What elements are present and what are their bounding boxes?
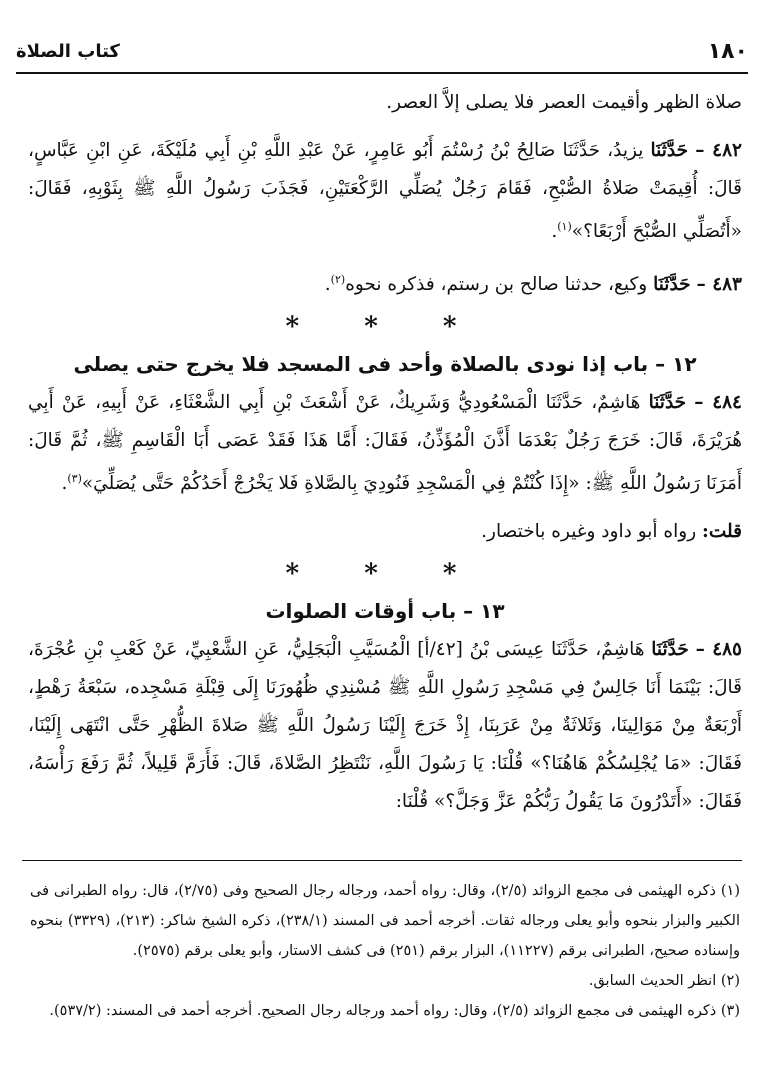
- narration-keyword: حَدَّثَنَا: [653, 274, 691, 296]
- continuation-paragraph: صلاة الظهر وأقيمت العصر فلا يصلى إلاَّ العصر.: [386, 92, 742, 113]
- narration-keyword: حَدَّثَنَا: [651, 639, 689, 661]
- hadith-text: وكيع، حدثنا صالح بن رستم، فذكره نحوه: [345, 274, 648, 296]
- footnote-ref[interactable]: (٣): [67, 472, 82, 486]
- footnote-1: (١) ذكره الهيثمى فى مجمع الزوائد (٢/٥)، وقال: رواه أحمد، ورجاله رجال الصحيح وفى (٢/٧٥)، قال: رواه الطبرانى فى الكبير والبزار بنحوه وأبو يعلى ورجاله ثقات. أخرجه أحمد فى المسند (٢٣٨/١)، ذكره الشيخ شاكر: (٢١٣)، (٣٣٢٩) بنحوه وإسناده صحيح، الطبرانى برقم (١١٢٢٧)، البزار برقم (٢٥١) فى كشف الاستار، وأبو يعلى برقم (٢٥٧٥).: [30, 883, 740, 959]
- hadith-text: يزيدُ، حَدَّثَنَا صَالِحُ بْنُ رُسْتُمَ أَبُو عَامِرٍ، عَنْ عَبْدِ اللَّهِ بْنِ أَبِي مُلَيْكَةَ، عَنِ ابْنِ عَبَّاسٍ، قَالَ: أُقِيمَتْ صَلاةُ الصُّبْحِ، فَقَامَ رَجُلٌ يُصَلِّي الرَّكْعَتَيْنِ، فَجَذَبَ رَسُولُ اللَّهِ ﷺ بِثَوْبِهِ، فَقَالَ: «أَتُصَلِّي الصُّبْحَ أَرْبَعًا؟»: [28, 140, 742, 243]
- note-keyword: قلت:: [702, 521, 742, 543]
- hadith-end: .: [551, 221, 558, 243]
- footnote-ref[interactable]: (١): [557, 220, 572, 233]
- hadith-number: ٤٨٢ –: [695, 140, 742, 161]
- hadith-text: هَاشِمٌ، حَدَّثَنَا عِيسَى بْنُ [٤٢/أ] الْمُسَيَّبِ الْبَجَلِيُّ، عَنِ الشَّعْبِيِّ، عَنْ كَعْبِ بْنِ عُجْرَةَ، قَالَ: بَيْنَمَا أَنَا جَالِسٌ فِي مَسْجِدِ رَسُولِ اللَّهِ ﷺ مُسْنِدِي ظُهُورَنَا إِلَى قِبْلَةِ مَسْجِده، سَبْعَةُ رَهْطٍ، أَرْبَعَةٌ مِنْ مَوَالِينَا، وَثَلاثَةٌ مِنْ عَرَبِنَا، إِذْ خَرَجَ إِلَيْنَا رَسُولُ اللَّهِ ﷺ صَلاةَ الظُّهْرِ حَتَّى انْتَهَى إِلَيْنَا، فَقَالَ: «مَا يُجْلِسُكُمْ هَاهُنَا؟» قُلْنَا: يَا رَسُولَ اللَّهِ، نَنْتَظِرُ الصَّلاةَ، قَالَ: فَأَرَمَّ قَلِيلاً، ثُمَّ رَفَعَ رَأْسَهُ، فَقَالَ: «أَتَدْرُونَ مَا يَقُولُ رَبُّكُمْ عَزَّ وَجَلَّ؟» قُلْنَا:: [28, 639, 742, 813]
- book-title: كتاب الصلاة: [16, 40, 120, 62]
- note-text: رواه أبو داود وغيره باختصار.: [481, 521, 697, 543]
- narration-keyword: حَدَّثَنَا: [650, 140, 689, 161]
- footnote-3: (٣) ذكره الهيثمى فى مجمع الزوائد (٢/٥)، وقال: رواه أحمد ورجاله رجال الصحيح. أخرجه أحمد فى المسند: (٥٣٧/٢).: [49, 1003, 740, 1019]
- page-header: [16, 30, 748, 74]
- hadith-482: [28, 132, 742, 251]
- hadith-end: .: [324, 274, 331, 296]
- hadith-number: ٤٨٣ –: [696, 274, 742, 296]
- hadith-number: ٤٨٤ –: [694, 392, 742, 414]
- footnotes: [30, 876, 740, 1026]
- footnote-2: (٢) انظر الحديث السابق.: [588, 973, 740, 989]
- chapter-heading-13: ١٣ – باب أوقات الصلوات: [265, 599, 505, 624]
- author-note: [28, 513, 742, 551]
- footnote-divider: [22, 860, 742, 861]
- section-separator: * * *: [285, 559, 485, 590]
- hadith-number: ٤٨٥ –: [695, 639, 742, 661]
- narration-keyword: حَدَّثَنَا: [648, 392, 687, 414]
- hadith-484: [28, 384, 742, 503]
- section-separator: * * *: [285, 312, 485, 343]
- page-number: ١٨٠: [707, 38, 748, 64]
- footnote-ref[interactable]: (٢): [330, 273, 346, 287]
- hadith-end: .: [61, 473, 68, 495]
- main-text: [28, 84, 742, 821]
- chapter-heading-12: ١٢ – باب إذا نودى بالصلاة وأحد فى المسجد فلا يخرج حتى يصلى: [73, 352, 697, 377]
- hadith-485: [28, 631, 742, 821]
- hadith-text: هَاشِمٌ، حَدَّثَنَا الْمَسْعُودِيُّ وَشَرِيكٌ، عَنْ أَشْعَثَ بْنِ أَبِي الشَّعْثَاءِ، عَنْ أَبِيهِ، عَنْ أَبِي هُرَيْرَةَ، قَالَ: خَرَجَ رَجُلٌ بَعْدَمَا أَذَّنَ الْمُؤَذِّنُ، فَقَالَ: أَمَّا هَذَا فَقَدْ عَصَى أَبَا الْقَاسِمِ ﷺ، ثُمَّ قَالَ: أَمَرَنَا رَسُولُ اللَّهِ ﷺ: «إِذَا كُنْتُمْ فِي الْمَسْجِدِ فَنُودِيَ بِالصَّلاةِ فَلا يَخْرُجْ أَحَدُكُمْ حَتَّى يُصَلِّيَ»: [28, 392, 742, 495]
- hadith-483: [28, 261, 742, 304]
